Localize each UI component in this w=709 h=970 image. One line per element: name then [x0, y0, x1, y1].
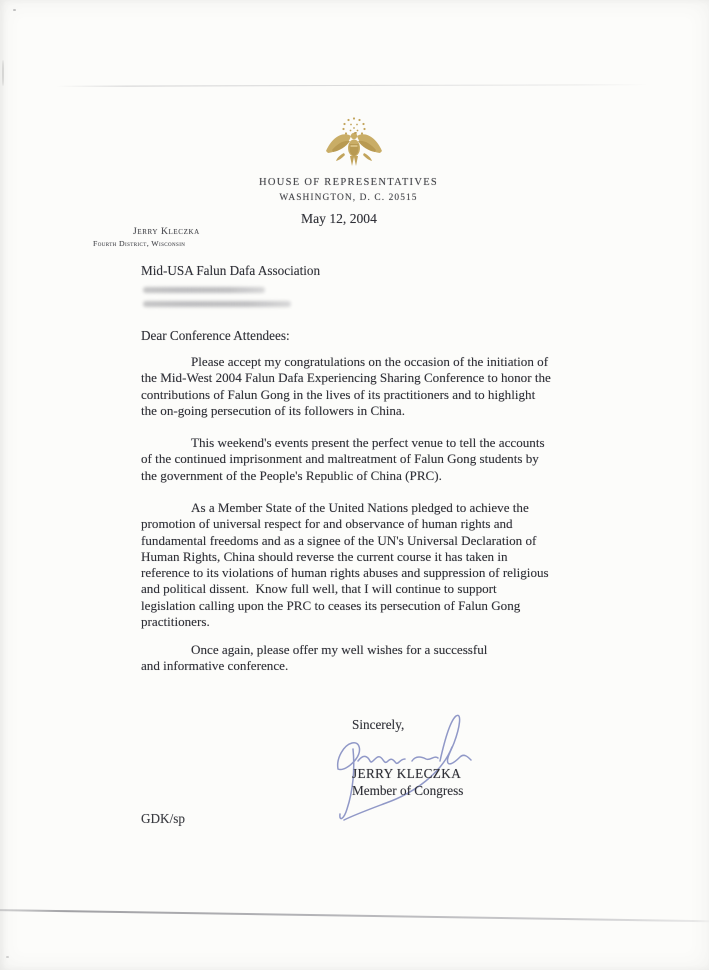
handwritten-signature [332, 703, 482, 825]
typed-signer-name: JERRY KLECZKA [352, 766, 462, 781]
house-eagle-seal-icon [324, 115, 384, 175]
paragraph-line: the government of the People's Republic of China (PRC). [141, 467, 442, 483]
scan-speck [2, 60, 4, 86]
paper-crease-top [56, 84, 648, 87]
redacted-address-line-1 [143, 287, 265, 293]
redacted-address-line-2 [143, 301, 291, 307]
paragraph-line: reference to its violations of human rights abuses and suppression of religious [141, 565, 549, 581]
paragraph-line: legislation calling upon the PRC to ceases its persecution of Falun Gong [141, 597, 521, 613]
paragraph-line: practitioners. [141, 614, 210, 630]
scan-speck [13, 9, 16, 11]
reference-initials: GDK/sp [141, 811, 185, 826]
paragraph-line: This weekend's events present the perfect venue to tell the accounts [191, 435, 545, 450]
recipient-organization: Mid-USA Falun Dafa Association [141, 263, 321, 278]
paragraph-line: As a Member State of the United Nations pledged to achieve the [191, 500, 529, 515]
paragraph-line: and informative conference. [141, 658, 289, 674]
letterhead-line1: HOUSE OF REPRESENTATIVES [258, 177, 439, 188]
paragraph-line: Once again, please offer my well wishes for a successful [191, 642, 488, 657]
body-paragraph-3 [141, 500, 549, 630]
body-paragraph-1 [141, 354, 551, 419]
paragraph-line: fundamental freedoms and as a signee of the UN's Universal Declaration of [141, 532, 537, 548]
letterhead-line2: WASHINGTON, D. C. 20515 [279, 193, 418, 203]
signer-title: Member of Congress [352, 783, 464, 798]
salutation: Dear Conference Attendees: [141, 328, 290, 343]
paragraph-line: promotion of universal respect for and observance of human rights and [141, 516, 513, 532]
sender-district: Fourth District, Wisconsin [93, 239, 186, 248]
paragraph-line: Human Rights, China should reverse the current course it has taken in [141, 548, 508, 564]
paragraph-line: and political dissent. Know full well, that I will continue to support [141, 581, 497, 597]
paragraph-line: the on-going persecution of its followers in China. [141, 402, 406, 418]
paragraph-line: the Mid-West 2004 Falun Dafa Experiencing Sharing Conference to honor the [141, 370, 551, 386]
paragraph-line: of the continued imprisonment and maltreatment of Falun Gong students by [141, 451, 539, 467]
sender-name: Jerry Kleczka [133, 226, 200, 237]
body-paragraph-4 [141, 642, 487, 675]
scan-speck [6, 956, 9, 958]
paragraph-line: Please accept my congratulations on the occasion of the initiation of [191, 354, 549, 369]
valediction: Sincerely, [352, 717, 405, 732]
paper-crease-bottom [0, 909, 709, 922]
paragraph-line: contributions of Falun Gong in the lives of its practitioners and to highlight [141, 386, 536, 402]
letter-date: May 12, 2004 [301, 211, 377, 226]
body-paragraph-2 [141, 435, 545, 484]
